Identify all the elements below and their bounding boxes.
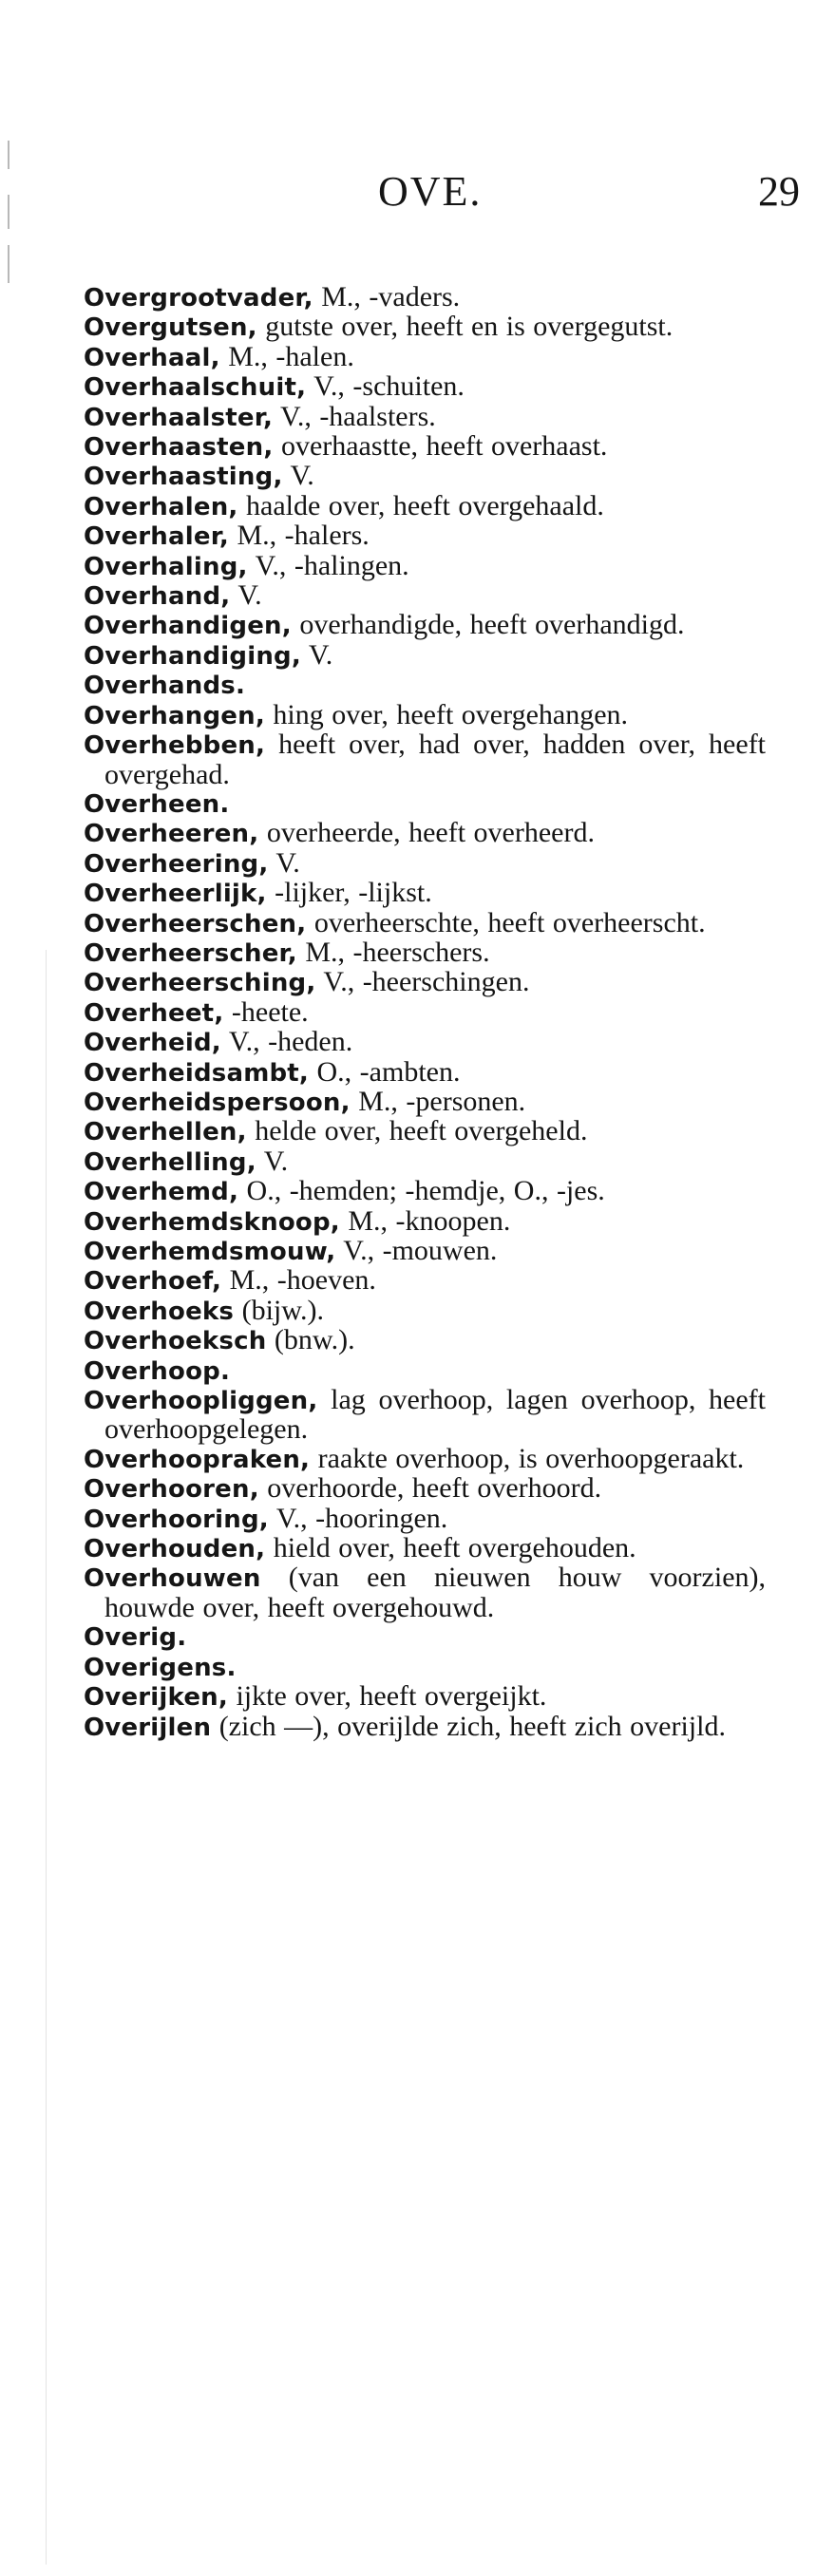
dictionary-entry (84, 1682, 766, 1712)
dictionary-entry (84, 1147, 766, 1177)
entry-definition: lag overhoop, lagen overhoop, heeft overhoopgelegen. (104, 1384, 767, 1446)
page-number: 29 (758, 168, 800, 215)
dictionary-entry (84, 1534, 766, 1563)
entry-headword: Overhellen, (84, 1118, 247, 1147)
dictionary-entry (84, 1028, 766, 1057)
entry-headword: Overhemdsmouw, (84, 1238, 336, 1266)
page-edge-rule (46, 950, 47, 2565)
entry-headword: Overijken, (84, 1683, 228, 1713)
entry-headword: Overhemdsknoop, (84, 1207, 340, 1237)
dictionary-entry (84, 372, 766, 402)
dictionary-entry (84, 1386, 766, 1445)
entry-definition: V. (290, 460, 314, 492)
entry-headword: Overheersching, (84, 969, 316, 998)
entry-headword: Overhouden, (84, 1535, 266, 1564)
entry-headword: Overhaasting, (84, 463, 283, 492)
dictionary-entry (84, 400, 766, 432)
entry-definition: V., -heerschingen. (323, 966, 530, 998)
entry-definition: overhaastte, heeft overhaast. (280, 430, 608, 463)
entry-headword: Overhaasten, (84, 433, 274, 463)
dictionary-entries (84, 283, 766, 1742)
dictionary-entry (84, 1563, 766, 1622)
entry-definition: O., -hemden; -hemdje, O., -jes. (246, 1175, 605, 1207)
entry-headword: Overhouwen (84, 1564, 261, 1594)
entry-definition: M., -knoopen. (348, 1204, 511, 1237)
entry-definition: V. (263, 1145, 289, 1177)
dictionary-entry (84, 968, 766, 997)
entry-definition: (van een nieuwen houw voorzien), houwde over, heeft overgehouwd. (104, 1562, 766, 1623)
entry-headword: Overheid, (84, 1029, 221, 1058)
dictionary-entry (84, 730, 766, 789)
dictionary-entry (84, 1710, 766, 1742)
entry-definition: (zich —), overijlde zich, heeft zich overijld. (218, 1710, 726, 1742)
dictionary-entry (84, 1356, 766, 1386)
entry-headword: Overhoop. (84, 1356, 231, 1386)
entry-headword: Overhand, (84, 582, 231, 612)
entry-definition: haalde over, heeft overgehaald. (246, 489, 604, 521)
dictionary-entry (84, 283, 766, 313)
entry-headword: Overhangen, (84, 701, 265, 730)
entry-headword: Overijlen (84, 1713, 212, 1742)
entry-definition: M., -halen. (228, 340, 354, 372)
dictionary-entry (84, 1055, 766, 1088)
entry-headword: Overhooren, (84, 1475, 259, 1505)
dictionary-entry (84, 611, 766, 640)
dictionary-entry (84, 819, 766, 848)
entry-headword: Overhaalster, (84, 403, 274, 432)
entry-headword: Overhaal, (84, 343, 220, 372)
entry-definition: V. (308, 638, 333, 671)
dictionary-entry (84, 489, 766, 521)
page-header (0, 163, 816, 220)
entry-headword: Overhalen, (84, 492, 238, 521)
entry-headword: Overigens. (84, 1653, 237, 1682)
entry-headword: Overgutsen, (84, 313, 257, 343)
dictionary-entry (84, 789, 766, 819)
entry-headword: Overhandiging, (84, 641, 301, 671)
dictionary-entry (84, 1653, 766, 1682)
entry-definition: ijkte over, heeft overgeijkt. (236, 1680, 547, 1713)
entry-definition: overheerde, heeft overheerd. (266, 817, 595, 849)
entry-definition: V., -mouwen. (343, 1235, 498, 1266)
dictionary-entry (84, 340, 766, 372)
entry-definition: hing over, heeft overgehangen. (273, 698, 629, 730)
entry-headword: Overheidsambt, (84, 1058, 310, 1088)
dictionary-entry (84, 432, 766, 462)
entry-headword: Overhandigen, (84, 612, 292, 641)
dictionary-entry (84, 1442, 766, 1474)
dictionary-entry (84, 1117, 766, 1146)
entry-definition: O., -ambten. (316, 1055, 461, 1088)
entry-headword: Overhooring, (84, 1505, 269, 1534)
entry-headword: Overhands. (84, 672, 246, 701)
entry-headword: Overheeren, (84, 820, 259, 849)
entry-headword: Overheering, (84, 849, 269, 879)
dictionary-entry (84, 313, 766, 342)
dictionary-entry (84, 846, 766, 879)
entry-headword: Overhoef, (84, 1267, 222, 1297)
entry-headword: Overig. (84, 1623, 187, 1653)
entry-definition: (bijw.). (241, 1294, 324, 1326)
entry-definition: V., -halingen. (255, 549, 409, 581)
dictionary-entry (84, 671, 766, 700)
entry-definition: overheerschte, heeft overheerscht. (313, 906, 706, 938)
entry-definition: M., -hoeven. (229, 1264, 376, 1297)
entry-definition: M., -heerschers. (305, 936, 490, 968)
entry-definition: -heete. (231, 995, 309, 1028)
entry-definition: raakte overhoop, is overhoopgeraakt. (317, 1442, 745, 1474)
entry-definition: M., -vaders. (321, 281, 461, 313)
entry-headword: Overheet, (84, 998, 224, 1028)
entry-definition: M., -personen. (358, 1085, 526, 1117)
dictionary-entry (84, 906, 766, 938)
entry-headword: Overhaalschuit, (84, 373, 307, 403)
dictionary-entry (84, 1266, 766, 1296)
entry-headword: Overheen. (84, 789, 230, 819)
dictionary-entry (84, 1237, 766, 1266)
entry-definition: heeft over, had over, hadden over, heeft overgehad. (104, 729, 767, 790)
entry-headword: Overheerscher, (84, 938, 297, 968)
entry-headword: Overheidspersoon, (84, 1088, 351, 1117)
entry-headword: Overhaling, (84, 552, 248, 581)
dictionary-entry (84, 549, 766, 581)
entry-definition: hield over, heeft overgehouden. (273, 1532, 636, 1564)
entry-headword: Overhoopliggen, (84, 1387, 318, 1416)
dictionary-entry (84, 995, 766, 1028)
dictionary-entry (84, 1474, 766, 1504)
entry-definition: V., -hooringen. (275, 1502, 448, 1534)
dictionary-entry (84, 462, 766, 491)
entry-definition: V. (275, 846, 300, 879)
dictionary-entry (84, 1502, 766, 1534)
entry-headword: Overhelling, (84, 1147, 256, 1177)
entry-headword: Overhoeksch (84, 1327, 267, 1356)
dictionary-entry (84, 581, 766, 611)
entry-headword: Overhebben, (84, 731, 266, 761)
dictionary-entry (84, 1085, 766, 1117)
entry-definition: gutste over, heeft en is overgegutst. (265, 311, 674, 343)
entry-definition: overhoorde, heeft overhoord. (267, 1472, 602, 1505)
entry-definition: V., -heden. (228, 1026, 353, 1058)
dictionary-entry (84, 1204, 766, 1237)
entry-headword: Overhemd, (84, 1178, 239, 1207)
dictionary-entry (84, 938, 766, 968)
entry-definition: M., -halers. (237, 520, 370, 552)
margin-mark (8, 245, 9, 283)
dictionary-entry (84, 698, 766, 730)
dictionary-entry (84, 1326, 766, 1355)
dictionary-entry (84, 879, 766, 908)
entry-headword: Overhoeks (84, 1297, 235, 1326)
running-head: OVE. (378, 168, 483, 215)
entry-headword: Overgrootvader, (84, 284, 313, 313)
dictionary-entry (84, 1177, 766, 1206)
entry-definition: V., -schuiten. (313, 370, 465, 403)
dictionary-entry (84, 1622, 766, 1652)
entry-definition: -lijker, -lijkst. (275, 877, 432, 909)
entry-headword: Overheerlijk, (84, 880, 267, 909)
entry-headword: Overheerschen, (84, 909, 307, 938)
dictionary-entry (84, 1294, 766, 1326)
entry-definition: overhandigde, heeft overhandigd. (299, 609, 685, 641)
dictionary-entry (84, 521, 766, 551)
entry-definition: V. (237, 579, 262, 612)
entry-definition: V., -haalsters. (280, 400, 436, 432)
dictionary-entry (84, 638, 766, 671)
entry-definition: helde over, heeft overgeheld. (255, 1115, 588, 1147)
entry-headword: Overhoopraken, (84, 1445, 311, 1474)
entry-headword: Overhaler, (84, 522, 229, 552)
entry-definition: (bnw.). (274, 1324, 355, 1356)
